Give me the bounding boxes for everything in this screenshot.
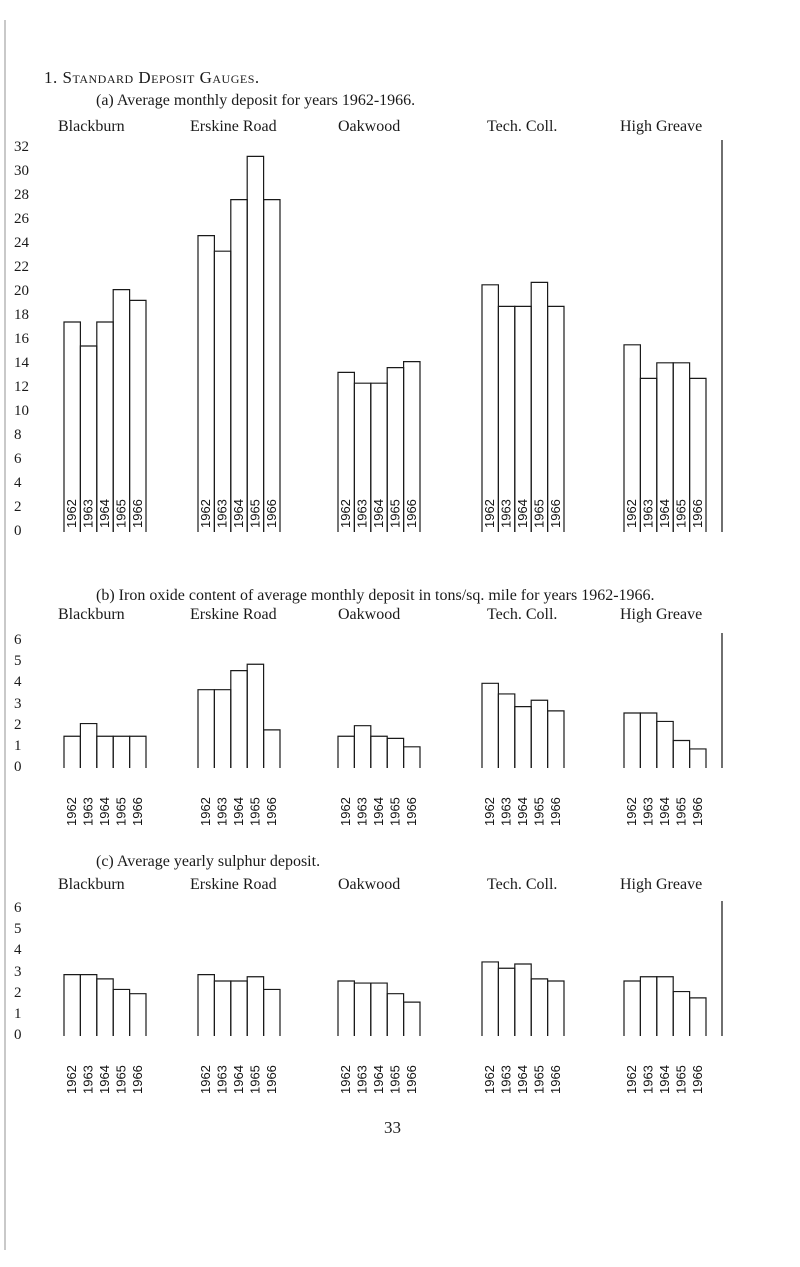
bar (531, 700, 547, 768)
y-tick-label: 5 (14, 653, 22, 670)
bar (387, 994, 403, 1036)
y-tick-label: 2 (14, 499, 22, 515)
bar (482, 962, 498, 1036)
page-heading: 1. Standard Deposit Gauges. (44, 68, 260, 87)
year-label: 1964 (231, 499, 246, 528)
chart-title: (b) Iron oxide content of average monthly deposit in tons/sq. mile for years 1962-1966. (96, 587, 655, 604)
year-label: 1963 (640, 499, 656, 528)
bar (198, 690, 214, 768)
bar (371, 736, 387, 768)
bar-group (624, 977, 706, 1094)
year-label: 1963 (214, 499, 230, 528)
year-label: 1966 (129, 797, 145, 826)
year-label: 1962 (482, 797, 498, 826)
bar (690, 749, 706, 768)
bar (548, 306, 564, 532)
y-tick-label: 6 (14, 451, 22, 467)
year-label: 1966 (403, 797, 419, 826)
y-tick-label: 8 (14, 427, 22, 443)
station-label: Tech. Coll. (487, 606, 558, 623)
station-label: Oakwood (338, 118, 401, 135)
y-tick-label: 14 (14, 355, 29, 371)
year-label: 1964 (231, 797, 246, 826)
bar (498, 306, 514, 532)
bar-group (198, 156, 280, 532)
year-label: 1965 (247, 797, 263, 826)
y-tick-label: 20 (14, 283, 29, 299)
bar-group (64, 724, 146, 826)
bar-group (624, 345, 706, 532)
year-label: 1966 (129, 499, 145, 528)
bar (404, 1002, 420, 1036)
station-label: High Greave (620, 118, 703, 135)
year-label: 1965 (113, 499, 129, 528)
year-label: 1963 (80, 797, 96, 826)
year-label: 1962 (198, 797, 214, 826)
bar (264, 730, 280, 768)
y-tick-label: 0 (14, 1027, 22, 1043)
station-label: Blackburn (58, 118, 125, 135)
bar (657, 977, 673, 1036)
y-tick-label: 2 (14, 984, 22, 1001)
bar (231, 200, 247, 532)
y-tick-label: 1 (14, 1005, 22, 1022)
year-label: 1962 (64, 1065, 80, 1094)
year-label: 1963 (354, 797, 370, 826)
year-label: 1966 (689, 499, 705, 528)
year-label: 1965 (247, 1065, 263, 1094)
y-tick-label: 30 (14, 163, 29, 179)
y-tick-label: 10 (14, 403, 29, 419)
bar (80, 724, 96, 768)
year-label: 1963 (498, 499, 514, 528)
bar (64, 975, 80, 1036)
station-label: Oakwood (338, 606, 401, 623)
year-label: 1965 (531, 797, 547, 826)
y-tick-label: 4 (14, 475, 22, 491)
bar (97, 736, 113, 768)
station-label: Blackburn (58, 606, 125, 623)
bar (673, 992, 689, 1036)
bar (673, 740, 689, 768)
year-label: 1965 (387, 797, 403, 826)
year-label: 1966 (263, 499, 279, 528)
year-label: 1964 (371, 797, 386, 826)
bar (130, 994, 146, 1036)
bar-group (624, 713, 706, 826)
bar (548, 711, 564, 768)
y-tick-label: 18 (14, 307, 29, 323)
y-tick-label: 24 (14, 235, 29, 251)
year-label: 1966 (689, 797, 705, 826)
year-label: 1964 (231, 1065, 246, 1094)
bar (214, 981, 230, 1036)
bar-group (482, 962, 564, 1094)
y-tick-label: 6 (14, 900, 22, 916)
year-label: 1964 (657, 1065, 672, 1094)
y-tick-label: 26 (14, 211, 29, 227)
year-label: 1965 (387, 499, 403, 528)
bar (231, 981, 247, 1036)
bar (64, 736, 80, 768)
bar-group (482, 282, 564, 532)
bar (113, 736, 129, 768)
bar (690, 998, 706, 1036)
y-tick-label: 12 (14, 379, 29, 395)
chart-title: (a) Average monthly deposit for years 1962-1966. (96, 92, 416, 109)
year-label: 1964 (657, 499, 672, 528)
year-label: 1963 (214, 1065, 230, 1094)
y-tick-label: 4 (14, 942, 22, 959)
y-tick-label: 6 (14, 632, 22, 648)
station-label: Erskine Road (190, 606, 277, 623)
bar (354, 983, 370, 1036)
year-label: 1963 (80, 499, 96, 528)
bar (498, 694, 514, 768)
bar-group (64, 975, 146, 1094)
year-label: 1962 (198, 499, 214, 528)
year-label: 1965 (113, 797, 129, 826)
year-label: 1964 (97, 499, 112, 528)
y-tick-label: 32 (14, 139, 29, 155)
bar (657, 721, 673, 768)
bar-group (198, 975, 280, 1094)
bar (640, 713, 656, 768)
station-label: Tech. Coll. (487, 876, 558, 893)
year-label: 1964 (515, 1065, 530, 1094)
y-tick-label: 1 (14, 737, 22, 754)
chart-title: (c) Average yearly sulphur deposit. (96, 853, 321, 870)
y-tick-label: 2 (14, 716, 22, 733)
year-label: 1965 (247, 499, 263, 528)
year-label: 1963 (214, 797, 230, 826)
bar-group (338, 981, 420, 1094)
year-label: 1966 (403, 499, 419, 528)
year-label: 1965 (673, 1065, 689, 1094)
bar (130, 736, 146, 768)
bar (624, 713, 640, 768)
year-label: 1965 (113, 1065, 129, 1094)
year-label: 1964 (657, 797, 672, 826)
year-label: 1964 (515, 797, 530, 826)
y-tick-label: 0 (14, 759, 22, 775)
station-label: Erskine Road (190, 118, 277, 135)
bar (531, 282, 547, 532)
bar (97, 979, 113, 1036)
bar (198, 236, 214, 532)
y-tick-label: 4 (14, 674, 22, 691)
bar (515, 964, 531, 1036)
y-tick-label: 3 (14, 695, 22, 712)
bar (247, 664, 263, 768)
bar (354, 726, 370, 768)
station-label: High Greave (620, 876, 703, 893)
bar (531, 979, 547, 1036)
bar (198, 975, 214, 1036)
bar (247, 977, 263, 1036)
y-tick-label: 22 (14, 259, 29, 275)
bar (640, 977, 656, 1036)
year-label: 1962 (624, 1065, 640, 1094)
station-label: Oakwood (338, 876, 401, 893)
bar (231, 671, 247, 768)
bar (113, 989, 129, 1036)
year-label: 1962 (338, 797, 354, 826)
bar-group (338, 362, 420, 532)
station-label: Blackburn (58, 876, 125, 893)
year-label: 1966 (263, 1065, 279, 1094)
year-label: 1962 (64, 499, 80, 528)
year-label: 1963 (498, 1065, 514, 1094)
year-label: 1962 (624, 499, 640, 528)
bar (247, 156, 263, 532)
bar (214, 251, 230, 532)
station-label: High Greave (620, 606, 703, 623)
bar (338, 736, 354, 768)
year-label: 1964 (97, 1065, 112, 1094)
year-label: 1966 (547, 797, 563, 826)
page-number: 33 (384, 1118, 401, 1137)
year-label: 1964 (515, 499, 530, 528)
bar (498, 968, 514, 1036)
year-label: 1966 (129, 1065, 145, 1094)
bar-group (482, 683, 564, 826)
bar (624, 981, 640, 1036)
year-label: 1963 (640, 797, 656, 826)
year-label: 1966 (689, 1065, 705, 1094)
year-label: 1965 (531, 499, 547, 528)
y-tick-label: 5 (14, 921, 22, 938)
year-label: 1965 (673, 499, 689, 528)
year-label: 1963 (640, 1065, 656, 1094)
bar (515, 707, 531, 768)
bar-group (198, 664, 280, 826)
year-label: 1966 (263, 797, 279, 826)
bar-group (64, 290, 146, 532)
bar (338, 981, 354, 1036)
year-label: 1963 (354, 1065, 370, 1094)
y-tick-label: 28 (14, 187, 29, 203)
year-label: 1964 (371, 1065, 386, 1094)
station-label: Erskine Road (190, 876, 277, 893)
year-label: 1966 (547, 1065, 563, 1094)
year-label: 1962 (64, 797, 80, 826)
year-label: 1963 (354, 499, 370, 528)
bar (371, 983, 387, 1036)
year-label: 1965 (673, 797, 689, 826)
y-tick-label: 16 (14, 331, 29, 347)
year-label: 1963 (498, 797, 514, 826)
bar (113, 290, 129, 532)
year-label: 1965 (387, 1065, 403, 1094)
year-label: 1962 (198, 1065, 214, 1094)
bar (264, 989, 280, 1036)
bar (80, 975, 96, 1036)
bar-group (338, 726, 420, 826)
year-label: 1962 (482, 499, 498, 528)
year-label: 1962 (482, 1065, 498, 1094)
bar (482, 285, 498, 532)
bar (264, 200, 280, 532)
year-label: 1962 (338, 499, 354, 528)
bar (482, 683, 498, 768)
bar (214, 690, 230, 768)
bar (548, 981, 564, 1036)
station-label: Tech. Coll. (487, 118, 558, 135)
year-label: 1963 (80, 1065, 96, 1094)
bar (404, 747, 420, 768)
bar (130, 300, 146, 532)
bar (387, 738, 403, 768)
year-label: 1964 (97, 797, 112, 826)
year-label: 1965 (531, 1065, 547, 1094)
y-tick-label: 3 (14, 963, 22, 980)
year-label: 1962 (624, 797, 640, 826)
bar (515, 306, 531, 532)
year-label: 1966 (547, 499, 563, 528)
year-label: 1966 (403, 1065, 419, 1094)
year-label: 1962 (338, 1065, 354, 1094)
y-tick-label: 0 (14, 523, 22, 539)
year-label: 1964 (371, 499, 386, 528)
